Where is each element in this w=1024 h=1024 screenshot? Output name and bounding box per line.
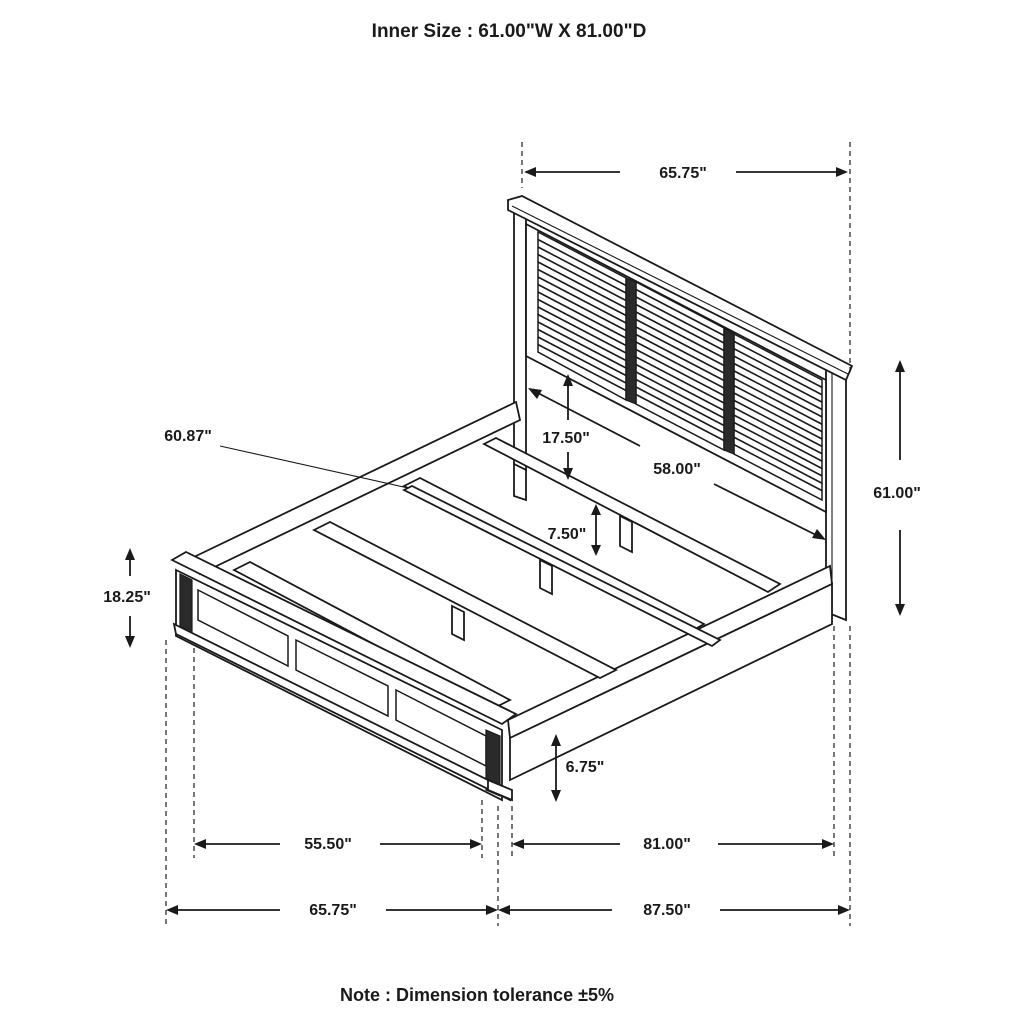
label-overall-width: 65.75" <box>309 902 357 919</box>
label-overall-length: 87.50" <box>643 902 691 919</box>
label-side-inner: 81.00" <box>643 836 691 853</box>
label-diagonal: 60.87" <box>164 428 212 445</box>
headboard-louvers <box>538 232 822 500</box>
inner-size-title: Inner Size : 61.00"W X 81.00"D <box>371 21 647 42</box>
label-footboard-height: 18.25" <box>103 589 151 606</box>
label-headboard-width: 65.75" <box>659 165 707 182</box>
label-panel-height: 17.50" <box>542 430 590 447</box>
label-headboard-height: 61.00" <box>873 485 921 502</box>
headboard-left-post <box>514 212 526 470</box>
headboard-left-leg <box>514 464 526 500</box>
label-inner-width-diag: 58.00" <box>653 461 701 478</box>
tolerance-note: Note : Dimension tolerance ±5% <box>340 985 614 1005</box>
label-footboard-inner: 55.50" <box>304 836 352 853</box>
label-rail-clearance: 6.75" <box>565 759 605 776</box>
label-slat-clearance: 7.50" <box>547 526 587 543</box>
bed-illustration <box>172 196 852 800</box>
